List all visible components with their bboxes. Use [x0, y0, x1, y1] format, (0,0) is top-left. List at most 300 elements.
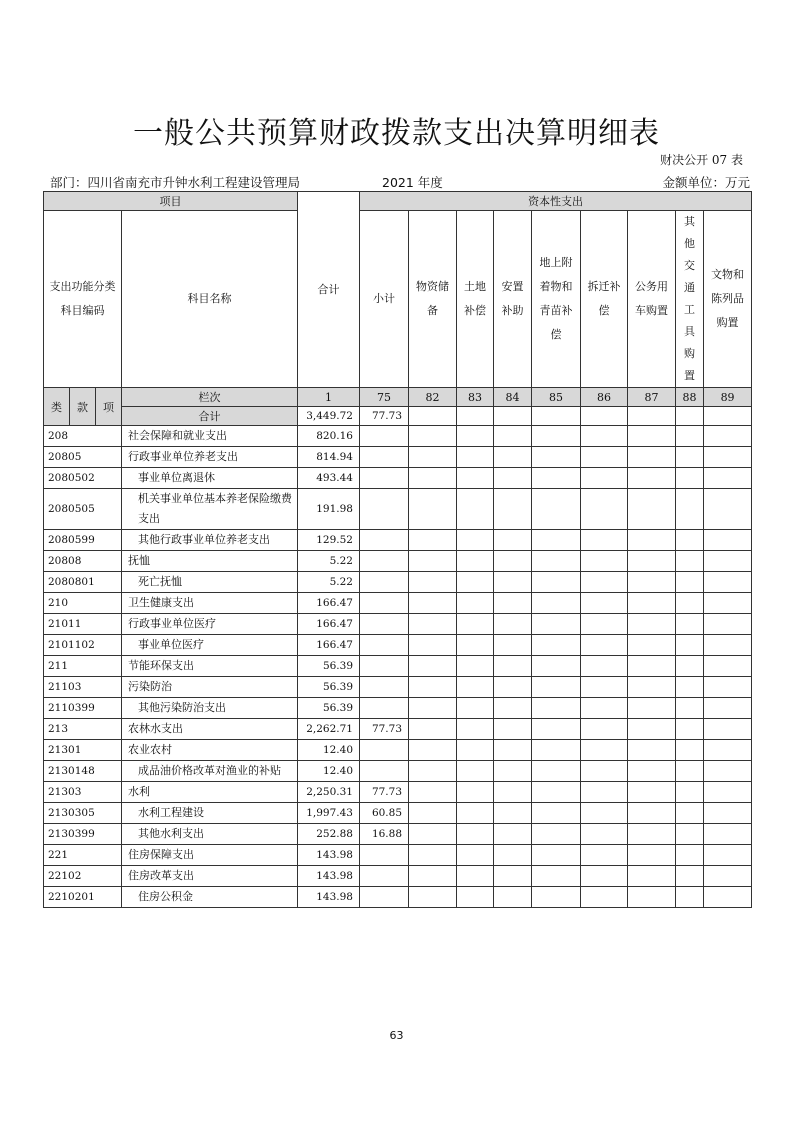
empty-cell [494, 407, 532, 426]
row-subtotal: 77.73 [360, 719, 409, 740]
empty-cell [676, 551, 704, 572]
table-row [44, 614, 752, 635]
empty-cell [628, 740, 676, 761]
empty-cell [494, 551, 532, 572]
empty-cell [676, 407, 704, 426]
empty-cell [581, 407, 628, 426]
empty-cell [532, 489, 581, 530]
function-code: 2101102 [44, 635, 122, 656]
empty-cell [676, 572, 704, 593]
header-total: 合计 [298, 192, 360, 388]
table-row [44, 551, 752, 572]
empty-cell [457, 656, 494, 677]
row-total: 56.39 [298, 656, 360, 677]
empty-cell [532, 719, 581, 740]
function-code: 20805 [44, 447, 122, 468]
empty-cell [704, 782, 752, 803]
subject-name: 其他行政事业单位养老支出 [122, 530, 298, 551]
empty-cell [581, 593, 628, 614]
empty-cell [494, 656, 532, 677]
empty-cell [494, 530, 532, 551]
empty-cell [676, 866, 704, 887]
empty-cell [628, 698, 676, 719]
empty-cell [532, 887, 581, 908]
empty-cell [581, 761, 628, 782]
empty-cell [457, 551, 494, 572]
empty-cell [628, 593, 676, 614]
empty-cell [628, 426, 676, 447]
empty-cell [704, 572, 752, 593]
empty-cell [581, 468, 628, 489]
subject-name: 住房保障支出 [122, 845, 298, 866]
empty-cell [409, 447, 457, 468]
subject-name: 行政事业单位养老支出 [122, 447, 298, 468]
subject-name: 卫生健康支出 [122, 593, 298, 614]
empty-cell [494, 572, 532, 593]
empty-cell [532, 426, 581, 447]
form-number: 财决公开 07 表 [660, 153, 743, 167]
empty-cell [457, 426, 494, 447]
empty-cell [581, 866, 628, 887]
empty-cell [532, 468, 581, 489]
empty-cell [409, 426, 457, 447]
header-other-transport: 其他交通工具购置 [676, 211, 704, 388]
function-code: 211 [44, 656, 122, 677]
col-number: 89 [704, 388, 752, 407]
empty-cell [676, 845, 704, 866]
empty-cell [494, 740, 532, 761]
empty-cell [457, 593, 494, 614]
empty-cell [676, 426, 704, 447]
function-code: 2130305 [44, 803, 122, 824]
empty-cell [409, 489, 457, 530]
row-subtotal [360, 614, 409, 635]
header-project: 项目 [44, 192, 298, 211]
empty-cell [676, 614, 704, 635]
page-title: 一般公共预算财政拨款支出决算明细表 [133, 116, 660, 151]
function-code: 21103 [44, 677, 122, 698]
empty-cell [704, 887, 752, 908]
subject-name: 行政事业单位医疗 [122, 614, 298, 635]
function-code: 22102 [44, 866, 122, 887]
empty-cell [704, 803, 752, 824]
function-code: 2080801 [44, 572, 122, 593]
empty-cell [457, 635, 494, 656]
col-number: 84 [494, 388, 532, 407]
empty-cell [457, 572, 494, 593]
row-subtotal [360, 698, 409, 719]
function-code: 213 [44, 719, 122, 740]
table-row [44, 719, 752, 740]
header-official-vehicle: 公务用车购置 [628, 211, 676, 388]
empty-cell [457, 489, 494, 530]
row-subtotal [360, 551, 409, 572]
row-subtotal [360, 761, 409, 782]
empty-cell [457, 698, 494, 719]
row-total: 2,262.71 [298, 719, 360, 740]
empty-cell [581, 489, 628, 530]
empty-cell [581, 845, 628, 866]
subject-name: 其他水利支出 [122, 824, 298, 845]
empty-cell [532, 782, 581, 803]
empty-cell [676, 740, 704, 761]
subject-name: 住房改革支出 [122, 866, 298, 887]
empty-cell [494, 887, 532, 908]
row-total: 166.47 [298, 593, 360, 614]
empty-cell [409, 468, 457, 489]
function-code: 2080599 [44, 530, 122, 551]
empty-cell [532, 824, 581, 845]
row-total: 143.98 [298, 887, 360, 908]
header-lei: 类 [44, 388, 70, 426]
empty-cell [532, 572, 581, 593]
empty-cell [457, 677, 494, 698]
empty-cell [676, 887, 704, 908]
empty-cell [628, 887, 676, 908]
empty-cell [676, 656, 704, 677]
row-total: 143.98 [298, 866, 360, 887]
empty-cell [409, 740, 457, 761]
function-code: 2080505 [44, 489, 122, 530]
empty-cell [628, 761, 676, 782]
empty-cell [457, 782, 494, 803]
empty-cell [628, 530, 676, 551]
function-code: 221 [44, 845, 122, 866]
function-code: 21303 [44, 782, 122, 803]
empty-cell [581, 635, 628, 656]
table-row [44, 761, 752, 782]
row-subtotal: 77.73 [360, 782, 409, 803]
function-code: 208 [44, 426, 122, 447]
empty-cell [676, 468, 704, 489]
empty-cell [457, 407, 494, 426]
empty-cell [532, 740, 581, 761]
empty-cell [704, 866, 752, 887]
function-code: 2080502 [44, 468, 122, 489]
empty-cell [704, 656, 752, 677]
function-code: 2130399 [44, 824, 122, 845]
empty-cell [409, 803, 457, 824]
subject-name: 节能环保支出 [122, 656, 298, 677]
table-row [44, 866, 752, 887]
empty-cell [628, 614, 676, 635]
empty-cell [676, 803, 704, 824]
empty-cell [704, 468, 752, 489]
function-code: 2110399 [44, 698, 122, 719]
table-row [44, 447, 752, 468]
empty-cell [676, 698, 704, 719]
function-code: 21011 [44, 614, 122, 635]
row-subtotal [360, 740, 409, 761]
row-subtotal [360, 887, 409, 908]
empty-cell [628, 824, 676, 845]
row-total: 5.22 [298, 551, 360, 572]
budget-detail-table [43, 191, 752, 908]
empty-cell [581, 447, 628, 468]
col-number: 88 [676, 388, 704, 407]
subject-name: 农林水支出 [122, 719, 298, 740]
empty-cell [532, 866, 581, 887]
empty-cell [581, 887, 628, 908]
function-code: 2210201 [44, 887, 122, 908]
empty-cell [409, 593, 457, 614]
empty-cell [457, 761, 494, 782]
table-row [44, 698, 752, 719]
empty-cell [409, 698, 457, 719]
empty-cell [704, 593, 752, 614]
table-row [44, 740, 752, 761]
table-row [44, 468, 752, 489]
row-subtotal [360, 572, 409, 593]
empty-cell [532, 761, 581, 782]
row-total: 166.47 [298, 614, 360, 635]
function-code: 21301 [44, 740, 122, 761]
subject-name: 污染防治 [122, 677, 298, 698]
col-number: 85 [532, 388, 581, 407]
empty-cell [628, 635, 676, 656]
row-subtotal [360, 468, 409, 489]
empty-cell [494, 824, 532, 845]
empty-cell [704, 407, 752, 426]
empty-cell [532, 593, 581, 614]
header-attachment-compensation: 地上附着物和青苗补偿 [532, 211, 581, 388]
table-row [44, 824, 752, 845]
col-number: 75 [360, 388, 409, 407]
row-subtotal [360, 447, 409, 468]
empty-cell [409, 407, 457, 426]
empty-cell [409, 551, 457, 572]
empty-cell [409, 887, 457, 908]
row-subtotal: 16.88 [360, 824, 409, 845]
empty-cell [581, 740, 628, 761]
empty-cell [409, 530, 457, 551]
empty-cell [409, 824, 457, 845]
header-land-compensation: 土地补偿 [457, 211, 494, 388]
table-row [44, 593, 752, 614]
empty-cell [704, 426, 752, 447]
empty-cell [704, 698, 752, 719]
table-row [44, 782, 752, 803]
header-demolition-compensation: 拆迁补偿 [581, 211, 628, 388]
empty-cell [581, 803, 628, 824]
empty-cell [581, 698, 628, 719]
empty-cell [628, 447, 676, 468]
empty-cell [532, 614, 581, 635]
empty-cell [532, 551, 581, 572]
empty-cell [494, 677, 532, 698]
row-total: 820.16 [298, 426, 360, 447]
empty-cell [676, 761, 704, 782]
empty-cell [494, 803, 532, 824]
empty-cell [457, 845, 494, 866]
subject-name: 农业农村 [122, 740, 298, 761]
empty-cell [532, 530, 581, 551]
empty-cell [628, 572, 676, 593]
empty-cell [676, 447, 704, 468]
header-heji: 合计 [122, 407, 298, 426]
col-number: 82 [409, 388, 457, 407]
subject-name: 机关事业单位基本养老保险缴费支出 [122, 489, 298, 530]
header-lanci: 栏次 [122, 388, 298, 407]
row-total: 12.40 [298, 761, 360, 782]
page-number: 63 [389, 1029, 404, 1042]
empty-cell [457, 803, 494, 824]
empty-cell [457, 614, 494, 635]
table-row [44, 803, 752, 824]
total-subtotal: 77.73 [360, 407, 409, 426]
meta-bar [44, 173, 750, 189]
empty-cell [494, 635, 532, 656]
empty-cell [704, 761, 752, 782]
row-total: 129.52 [298, 530, 360, 551]
empty-cell [581, 530, 628, 551]
empty-cell [532, 656, 581, 677]
empty-cell [457, 468, 494, 489]
subject-name: 社会保障和就业支出 [122, 426, 298, 447]
empty-cell [676, 824, 704, 845]
table-row [44, 489, 752, 530]
empty-cell [581, 677, 628, 698]
row-subtotal [360, 593, 409, 614]
empty-cell [581, 614, 628, 635]
subject-name: 死亡抚恤 [122, 572, 298, 593]
empty-cell [409, 719, 457, 740]
row-total: 56.39 [298, 677, 360, 698]
empty-cell [532, 635, 581, 656]
empty-cell [581, 824, 628, 845]
empty-cell [409, 866, 457, 887]
empty-cell [409, 635, 457, 656]
empty-cell [409, 782, 457, 803]
col-number: 1 [298, 388, 360, 407]
empty-cell [494, 845, 532, 866]
empty-cell [581, 551, 628, 572]
subject-name: 水利 [122, 782, 298, 803]
header-subject-name: 科目名称 [122, 211, 298, 388]
empty-cell [628, 803, 676, 824]
empty-cell [676, 635, 704, 656]
table-row [44, 426, 752, 447]
empty-cell [704, 614, 752, 635]
empty-cell [676, 530, 704, 551]
row-subtotal [360, 656, 409, 677]
empty-cell [457, 740, 494, 761]
table-row [44, 887, 752, 908]
empty-cell [457, 719, 494, 740]
subject-name: 抚恤 [122, 551, 298, 572]
empty-cell [409, 614, 457, 635]
row-subtotal [360, 530, 409, 551]
empty-cell [532, 447, 581, 468]
empty-cell [494, 447, 532, 468]
col-number: 86 [581, 388, 628, 407]
empty-cell [457, 530, 494, 551]
subject-name: 其他污染防治支出 [122, 698, 298, 719]
row-subtotal [360, 426, 409, 447]
total-amount: 3,449.72 [298, 407, 360, 426]
header-subtotal: 小计 [360, 211, 409, 388]
row-total: 166.47 [298, 635, 360, 656]
unit-label: 金额单位：万元 [662, 175, 750, 190]
row-subtotal [360, 489, 409, 530]
empty-cell [628, 468, 676, 489]
empty-cell [676, 782, 704, 803]
empty-cell [581, 719, 628, 740]
empty-cell [676, 677, 704, 698]
col-number: 83 [457, 388, 494, 407]
empty-cell [628, 551, 676, 572]
empty-cell [704, 551, 752, 572]
empty-cell [532, 698, 581, 719]
empty-cell [494, 866, 532, 887]
empty-cell [676, 593, 704, 614]
empty-cell [494, 426, 532, 447]
empty-cell [409, 845, 457, 866]
header-function-code: 支出功能分类科目编码 [44, 211, 122, 388]
empty-cell [704, 719, 752, 740]
empty-cell [494, 593, 532, 614]
header-xiang: 项 [96, 388, 122, 426]
empty-cell [409, 572, 457, 593]
header-resettlement-subsidy: 安置补助 [494, 211, 532, 388]
subject-name: 事业单位医疗 [122, 635, 298, 656]
empty-cell [628, 489, 676, 530]
empty-cell [532, 677, 581, 698]
empty-cell [676, 719, 704, 740]
table-row [44, 572, 752, 593]
year-label: 2021 年度 [382, 175, 443, 190]
empty-cell [704, 489, 752, 530]
row-subtotal [360, 635, 409, 656]
empty-cell [628, 407, 676, 426]
empty-cell [494, 698, 532, 719]
empty-cell [704, 635, 752, 656]
empty-cell [581, 572, 628, 593]
empty-cell [628, 719, 676, 740]
table-row [44, 845, 752, 866]
header-material-reserve: 物资储备 [409, 211, 457, 388]
empty-cell [457, 447, 494, 468]
empty-cell [494, 468, 532, 489]
empty-cell [409, 656, 457, 677]
empty-cell [628, 677, 676, 698]
empty-cell [704, 677, 752, 698]
empty-cell [704, 447, 752, 468]
row-total: 814.94 [298, 447, 360, 468]
table-row [44, 530, 752, 551]
empty-cell [494, 782, 532, 803]
function-code: 2130148 [44, 761, 122, 782]
empty-cell [532, 803, 581, 824]
row-total: 2,250.31 [298, 782, 360, 803]
row-total: 143.98 [298, 845, 360, 866]
function-code: 20808 [44, 551, 122, 572]
row-total: 5.22 [298, 572, 360, 593]
empty-cell [704, 530, 752, 551]
row-subtotal: 60.85 [360, 803, 409, 824]
function-code: 210 [44, 593, 122, 614]
subject-name: 住房公积金 [122, 887, 298, 908]
header-capital-expenditure: 资本性支出 [360, 192, 752, 211]
row-total: 191.98 [298, 489, 360, 530]
empty-cell [628, 782, 676, 803]
empty-cell [581, 782, 628, 803]
empty-cell [704, 824, 752, 845]
empty-cell [494, 614, 532, 635]
empty-cell [457, 866, 494, 887]
subject-name: 成品油价格改革对渔业的补贴 [122, 761, 298, 782]
empty-cell [457, 887, 494, 908]
